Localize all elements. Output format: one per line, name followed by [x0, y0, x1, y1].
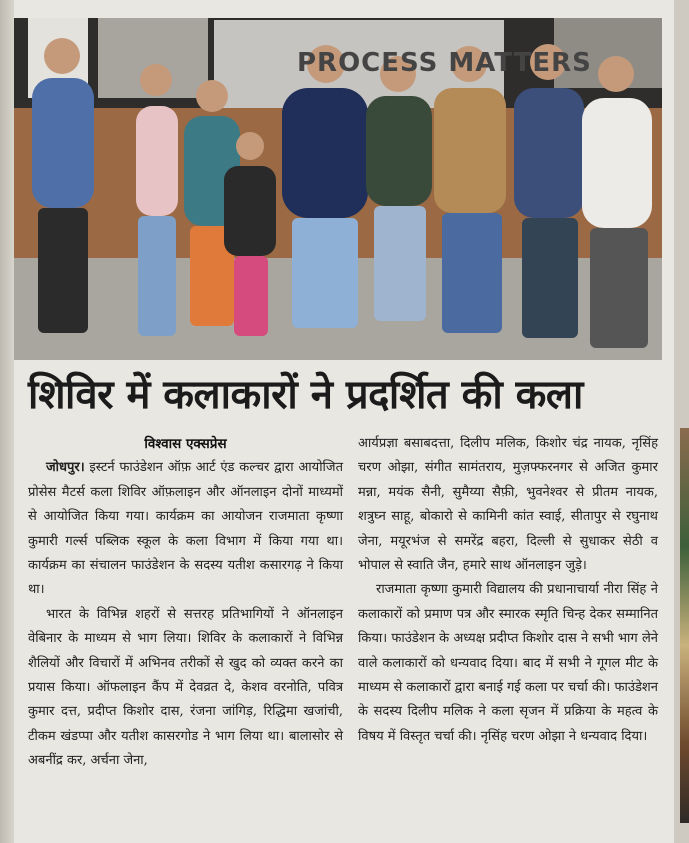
adjacent-photo-fragment — [680, 428, 689, 823]
paragraph: राजमाता कृष्णा कुमारी विद्यालय की प्रधानाचार्या नीरा सिंह ने कलाकारों को प्रमाण पत्र और स्मारक स्मृति चिन्ह देकर सम्मानित किया। फाउंडेशन के अध्यक्ष प्रदीप्त किशोर दास ने सभी भाग लेने वाले कलाकारों को धन्यवाद दिया। बाद में सभी ने गूगल मीट के माध्यम से कलाकारों द्वारा बनाई गई कला पर चर्चा की। फाउंडेशन के सदस्य दिलीप मलिक ने कला सृजन में प्रक्रिया के महत्व के विषय में विस्तृत चर्चा की। नृसिंह चरण ओझा ने धन्यवाद दिया। — [358, 582, 658, 744]
byline: विश्वास एक्सप्रेस — [144, 436, 227, 452]
headline: शिविर में कलाकारों ने प्रदर्शित की कला — [28, 371, 583, 418]
left-column — [28, 432, 343, 774]
page-fold-shadow — [0, 0, 14, 843]
paragraph: भारत के विभिन्न शहरों से सत्तरह प्रतिभागियों ने ऑनलाइन वेबिनार के माध्यम से भाग लिया। शिविर के कलाकारों ने विभिन्न शैलियों और विचारों में अभिनव तरीकों से खुद को व्यक्त करने का प्रयास किया। ऑफलाइन कैंप में देवव्रत दे, केशव वरनोति, पवित्र कुमार दत्त, प्रदीप्त किशोर दास, रंजना जांगिड़, रिद्धिमा खजांची, टीकम खंडप्पा और यतीश कासरगोड ने भाग लिया था। बालासोर से अबनींद्र कर, अर्चना जेना, — [28, 606, 343, 769]
paragraph: आर्यप्रज्ञा बसाबदत्ता, दिलीप मलिक, किशोर चंद्र नायक, नृसिंह चरण ओझा, संगीत सामंतराय, मुज़फ्फरनगर से अजित कुमार मन्ना, मयंक सैनी, सुमैय्या सैफ़ी, भुवनेश्वर से प्रीतम नायक, शत्रुघ्न साहू, बोकारो से कामिनी कांत स्वाई, सीतापुर से रघुनाथ जेना, मयूरभंज से समरेंद्र बहरा, दिल्ली से सुधाकर सेठी व भोपाल से स्वाति जैन, हमारे साथ ऑनलाइन जुड़े। — [358, 436, 658, 574]
paragraph — [28, 456, 343, 602]
banner-text: PROCESS MATTERS — [297, 48, 592, 78]
paragraph-text: इस्टर्न फाउंडेशन ऑफ़ आर्ट एंड कल्चर द्वारा आयोजित प्रोसेस मैटर्स कला शिविर ऑफ़लाइन और ऑनलाइन दोनों माध्यमों से आयोजित किया गया। कार्यक्रम का आयोजन राजमाता कृष्णा कुमारी गर्ल्स पब्लिक स्कूल के कला विभाग में किया गया था। कार्यक्रम का संचालन फाउंडेशन के सदस्य यतीश कसारगढ़ ने किया था। — [28, 460, 343, 598]
dateline: जोधपुर। — [46, 460, 85, 476]
right-column — [358, 432, 658, 749]
group-photo — [14, 18, 662, 360]
